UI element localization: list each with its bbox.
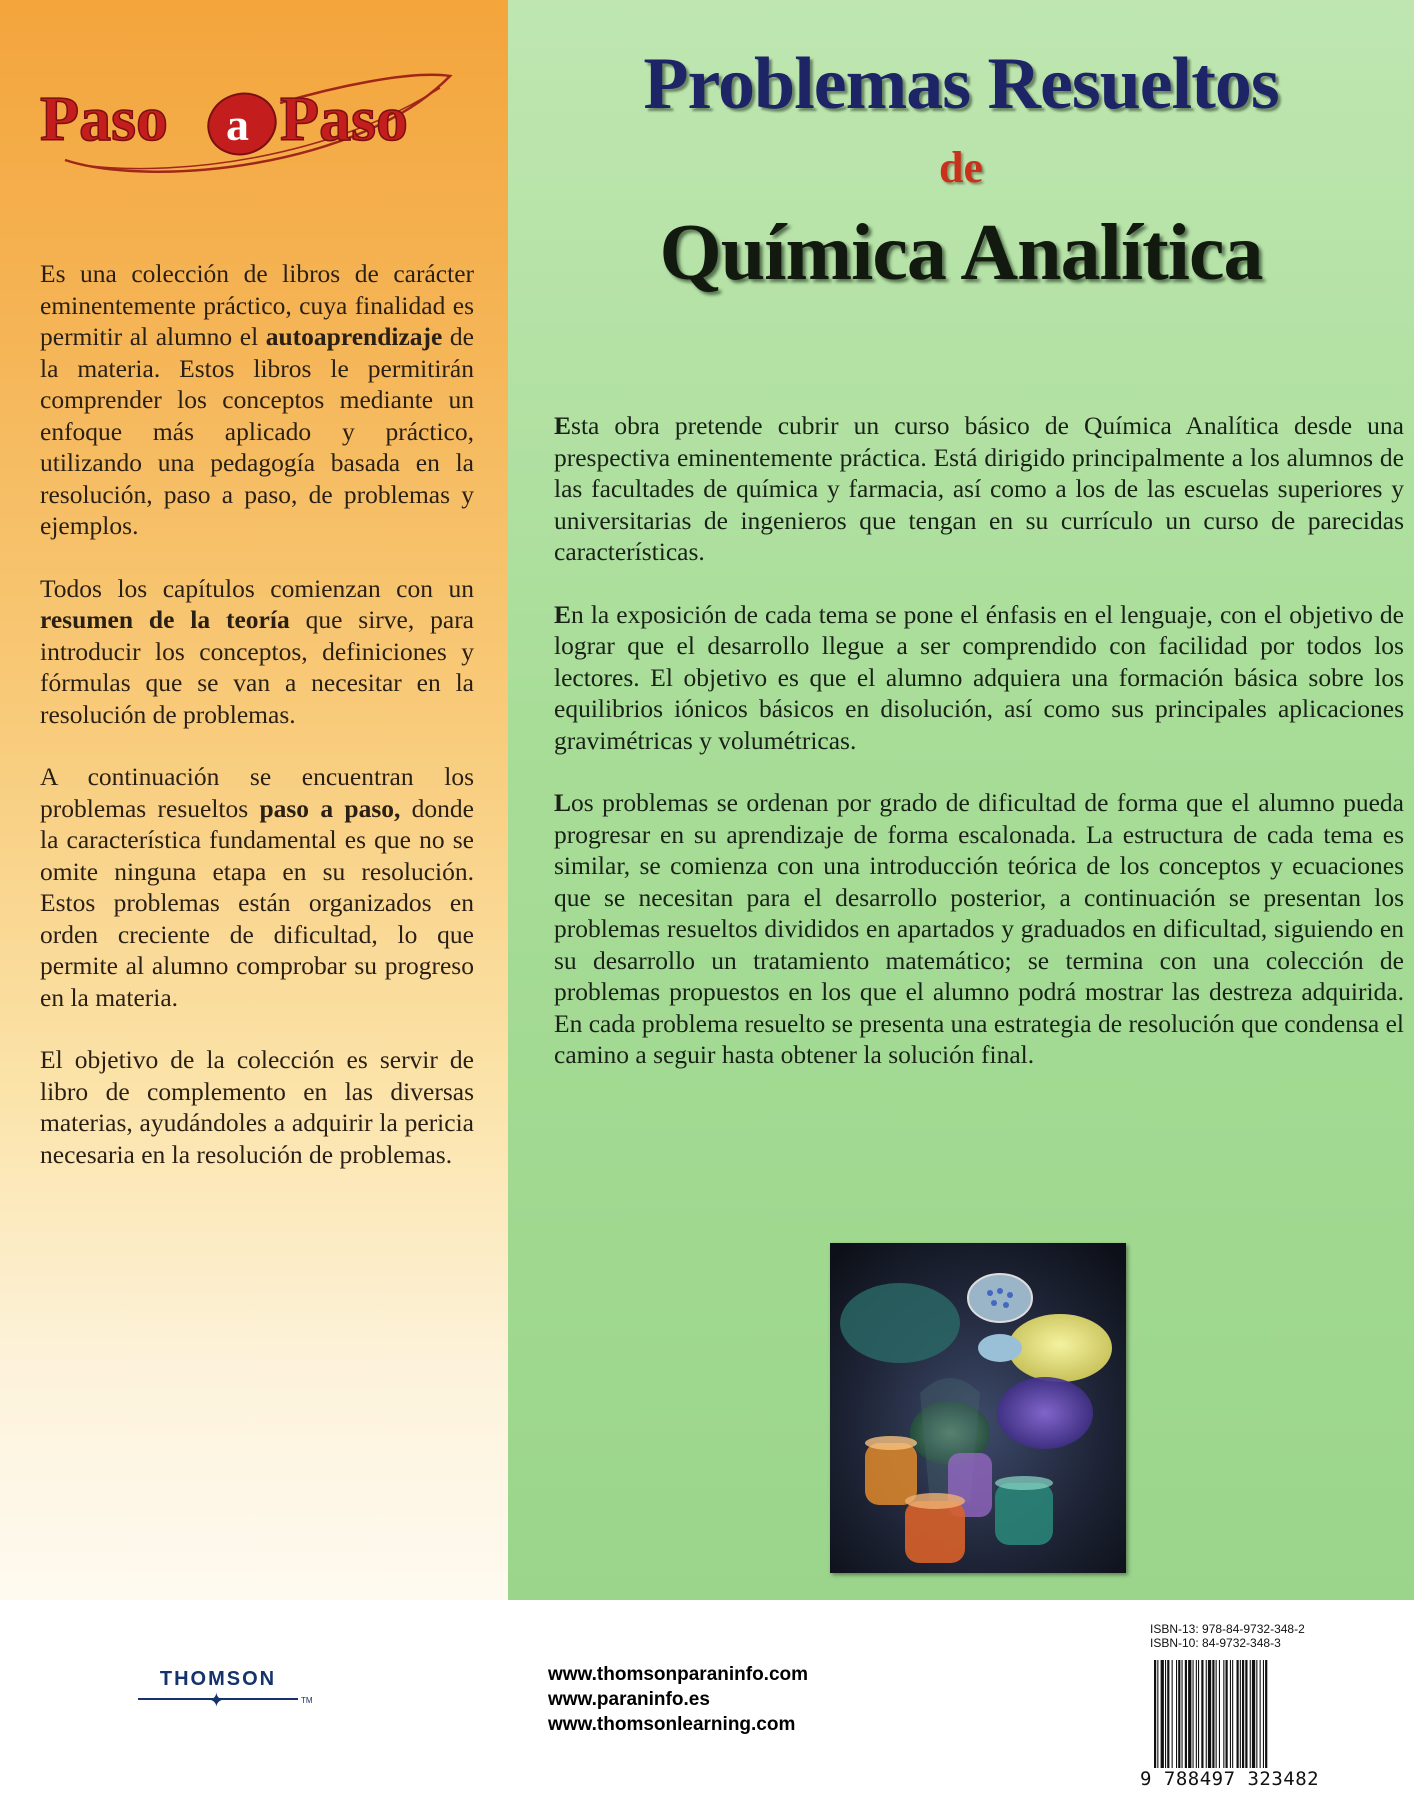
book-description — [554, 410, 1404, 1102]
isbn-block — [1150, 1622, 1330, 1650]
series-description — [40, 258, 474, 1201]
website-link-2[interactable]: www.paraninfo.es — [548, 1689, 710, 1710]
website-link-3[interactable]: www.thomsonlearning.com — [548, 1714, 796, 1735]
barcode-number: 9 788497 323482 — [1140, 1768, 1320, 1790]
website-link-1[interactable]: www.thomsonparaninfo.com — [548, 1664, 809, 1685]
barcode-bar — [1256, 1660, 1257, 1768]
barcode-bar — [1245, 1660, 1247, 1768]
barcode-bar — [1232, 1660, 1233, 1768]
barcode-bar — [1193, 1660, 1194, 1768]
series-panel — [0, 0, 508, 1600]
star-icon: ✦ — [208, 1688, 225, 1712]
isbn-10: ISBN-10: 84-9732-348-3 — [1150, 1636, 1281, 1650]
barcode-bar — [1250, 1660, 1251, 1768]
barcode-bar — [1263, 1660, 1264, 1768]
barcode-bar — [1252, 1660, 1255, 1768]
book-paragraph-1: Esta obra pretende cubrir un curso básico de Química Analítica desde una prespectiva eminentemente práctica. Está dirigido principalmente a los alumnos de las facultades de química y farmacia, así como a los de las escuelas superiores y universitarias de ingenieros que tengan en su currículo un curso de parecidas características. — [554, 411, 1404, 566]
highlight-paso-a-paso: paso a paso, — [259, 793, 401, 823]
book-title-line2: Química Analítica — [659, 209, 1263, 297]
barcode-bar — [1196, 1660, 1197, 1768]
highlight-resumen: resumen de la teoría — [40, 605, 290, 634]
barcode-bar — [1182, 1660, 1183, 1768]
barcode-bar — [1240, 1660, 1241, 1768]
book-paragraph-2: En la exposición de cada tema se pone el énfasis en el lenguaje, con el objetivo de lograr que el desarrollo llegue a ser comprendido con facilidad por todos los lectores. El objetivo es que el alumno adquiera una formación básica sobre los equilibrios iónicos básicos en disolución, así como sus principales aplicaciones gravimétricas y volumétricas. — [554, 599, 1404, 755]
barcode-bar — [1167, 1660, 1169, 1768]
publisher-logo — [138, 1668, 318, 1712]
series-logo-word1: Paso — [40, 83, 168, 154]
publisher-trademark: TM — [301, 1696, 313, 1705]
book-title-connector: de — [939, 143, 983, 192]
barcode-bar — [1161, 1660, 1164, 1768]
barcode-bar — [1185, 1660, 1187, 1768]
barcode-bar — [1226, 1660, 1228, 1768]
barcode-bar — [1242, 1660, 1244, 1768]
barcode-bar — [1208, 1660, 1211, 1768]
publisher-name: THOMSON — [159, 1668, 277, 1690]
barcode-bar — [1212, 1660, 1214, 1768]
barcode-bar — [1223, 1660, 1224, 1768]
barcode-bar — [1216, 1660, 1217, 1768]
barcode-bar — [1219, 1660, 1220, 1768]
lab-glassware-photo — [830, 1243, 1126, 1573]
barcode-bar — [1237, 1660, 1239, 1768]
barcode-bar — [1165, 1660, 1166, 1768]
barcode-bar — [1172, 1660, 1173, 1768]
series-logo-word2: a — [226, 99, 249, 150]
barcode-bar — [1198, 1660, 1199, 1768]
barcode-bar — [1157, 1660, 1158, 1768]
barcode-bar — [1230, 1660, 1231, 1768]
series-paragraph-2: Todos los capítulos comienzan con un resumen de la teoría que sirve, para introducir los conceptos, definiciones y fórmulas que se van a necesitar en la resolución de problemas. — [40, 573, 474, 729]
barcode-bar — [1176, 1660, 1177, 1768]
highlight-autoaprendizaje: autoaprendizaje — [265, 322, 443, 351]
series-logo-word3: Paso — [280, 83, 408, 154]
barcode-bar — [1178, 1660, 1180, 1768]
barcode-bar — [1265, 1660, 1267, 1768]
series-paragraph-1: Es una colección de libros de carácter eminentemente práctico, cuya finalidad es permitir al alumno el autoaprendizaje de la materia. Estos libros le permitirán comprender los conceptos mediante un enfoque más aplicado y práctico, utilizando una pedagogía basada en la resolución, paso a paso, de problemas y ejemplos. — [40, 259, 474, 540]
barcode — [1152, 1660, 1320, 1768]
isbn-13: ISBN-13: 978-84-9732-348-2 — [1150, 1622, 1305, 1636]
barcode-bar — [1154, 1660, 1156, 1768]
publisher-websites — [548, 1662, 808, 1737]
barcode-bar — [1201, 1660, 1203, 1768]
book-paragraph-3: Los problemas se ordenan por grado de dificultad de forma que el alumno pueda progresar en su aprendizaje de forma escalonada. La estructura de cada tema es similar, se comienza con una introducción teórica de los conceptos y ecuaciones que se necesitan para el desarrollo posterior, a continuación se presentan los problemas resueltos divididos en apartados y graduados en dificultad, siguiendo en su desarrollo un tratamiento matemático; se termina con una colección de problemas propuestos en los que el alumno podrá mostrar las destreza adquirida. En cada problema resuelto se presenta una estrategia de resolución que condensa el camino a seguir hasta obtener la solución final. — [554, 788, 1404, 1069]
book-title-line1: Problemas Resueltos — [643, 43, 1279, 125]
barcode-bar — [1188, 1660, 1191, 1768]
series-paragraph-4: El objetivo de la colección es servir de libro de complemento en las diversas materias, ayudándoles a adquirir la pericia necesaria en la resolución de problemas. — [40, 1045, 474, 1169]
barcode-bar — [1260, 1660, 1261, 1768]
series-paragraph-3: A continuación se encuentran los problemas resueltos paso a paso, donde la característica fundamental es que no se omite ninguna etapa en su resolución. Estos problemas están organizados en orden creciente de dificultad, lo que permite al alumno comprobar su progreso en la materia. — [40, 762, 474, 1012]
series-logo — [30, 48, 480, 188]
barcode-bar — [1206, 1660, 1207, 1768]
